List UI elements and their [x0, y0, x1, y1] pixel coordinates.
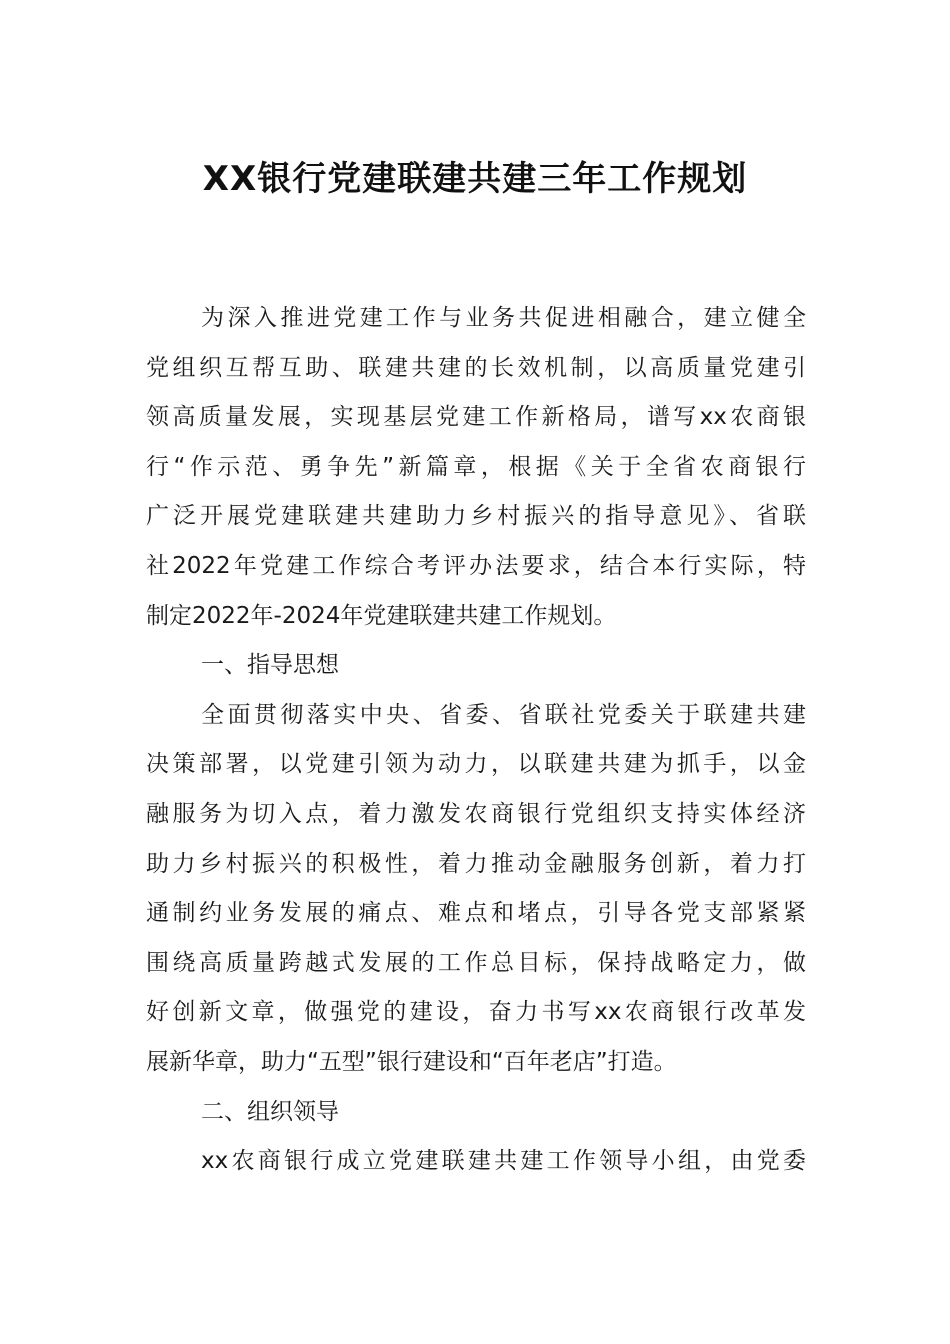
body-line: 领高质量发展，实现基层党建工作新格局，谱写xx农商银: [146, 404, 806, 431]
body-line: 制定2022年-2024年党建联建共建工作规划。: [146, 602, 617, 629]
body-line: 助力乡村振兴的积极性，着力推动金融服务创新，着力打: [146, 850, 806, 877]
body-line: 为深入推进党建工作与业务共促进相融合，建立健全: [201, 305, 806, 331]
body-line: 融服务为切入点，着力激发农商银行党组织支持实体经济: [146, 800, 806, 827]
document-title: XX银行党建联建共建三年工作规划: [202, 159, 748, 199]
body-line: 展新华章，助力“五型”银行建设和“百年老店”打造。: [146, 1048, 677, 1075]
body-line: 社2022年党建工作综合考评办法要求，结合本行实际，特: [146, 552, 806, 579]
body-line: 党组织互帮互助、联建共建的长效机制，以高质量党建引: [146, 354, 806, 381]
document-body: [146, 294, 806, 1187]
body-line: 全面贯彻落实中央、省委、省联社党委关于联建共建: [201, 701, 806, 728]
body-line: xx农商银行成立党建联建共建工作领导小组，由党委: [201, 1148, 806, 1175]
section-heading: 一、指导思想: [201, 652, 339, 679]
section-heading: 二、组织领导: [201, 1098, 339, 1125]
body-line: 行“作示范、勇争先”新篇章，根据《关于全省农商银行: [146, 453, 806, 480]
body-line: 围绕高质量跨越式发展的工作总目标，保持战略定力，做: [146, 949, 806, 976]
body-line: 好创新文章，做强党的建设，奋力书写xx农商银行改革发: [146, 999, 806, 1026]
body-line: 通制约业务发展的痛点、难点和堵点，引导各党支部紧紧: [146, 900, 806, 927]
body-line: 广泛开展党建联建共建助力乡村振兴的指导意见》、省联: [146, 503, 806, 530]
body-line: 决策部署，以党建引领为动力，以联建共建为抓手，以金: [146, 751, 806, 778]
